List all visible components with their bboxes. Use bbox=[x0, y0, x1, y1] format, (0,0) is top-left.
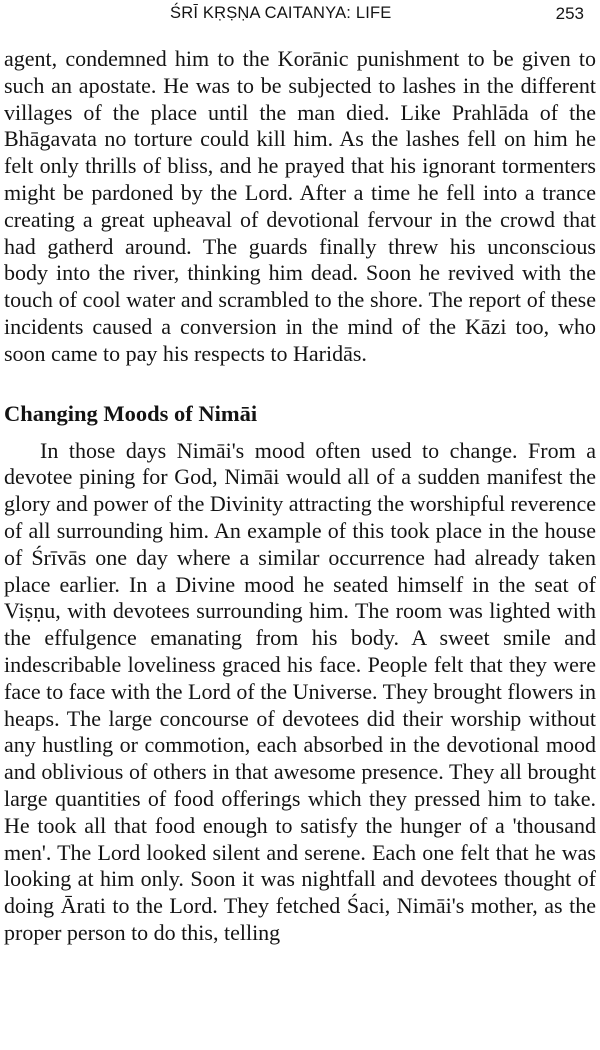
body-paragraph: agent, condemned him to the Korānic punishment to be given to such an apostate. He was to be subjected to lashes in the different villages of the place until the man died. Like Prahlāda of the Bhāgavata no torture could kill him. As the lashes fell on him he felt only thrills of bliss, and he prayed that his ignorant tormenters might be pardoned by the Lord. After a time he fell into a trance creating a great upheaval of devotional fervour in the crowd that had gatherd around. The guards finally threw his unconscious body into the river, thinking him dead. Soon he revived with the touch of cool water and scrambled to the shore. The report of these incidents caused a conversion in the mind of the Kāzi too, who soon came to pay his respects to Haridās. bbox=[4, 46, 596, 366]
body-paragraph: In those days Nimāi's mood often used to change. From a devotee pining for God, Nimāi would all of a sudden manifest the glory and power of the Divinity attracting the worshipful reverence of all surrounding him. An example of this took place in the house of Śrīvās one day where a similar occurrence had already taken place earlier. In a Divine mood he seated himself in the seat of Viṣṇu, with devotees surrounding him. The room was lighted with the effulgence emanating from his body. A sweet smile and indescribable loveliness graced his face. People felt that they were face to face with the Lord of the Universe. They brought flowers in heaps. The large concourse of devotees did their worship without any hustling or commotion, each absorbed in the devotional mood and oblivious of others in that awesome presence. They all brought large quantities of food offerings which they pressed him to take. He took all that food enough to satisfy the hunger of a 'thousand men'. The Lord looked silent and serene. Each one felt that he was looking at him only. Soon it was nightfall and devotees thought of doing Ārati to the Lord. They fetched Śaci, Nimāi's mother, as the proper person to do this, telling bbox=[4, 437, 596, 945]
page-header bbox=[4, 0, 596, 34]
running-head: ŚRĪ KṚṢṆA CAITANYA: LIFE bbox=[170, 4, 392, 22]
page-number: 253 bbox=[555, 4, 584, 23]
section-heading: Changing Moods of Nimāi bbox=[4, 400, 258, 426]
